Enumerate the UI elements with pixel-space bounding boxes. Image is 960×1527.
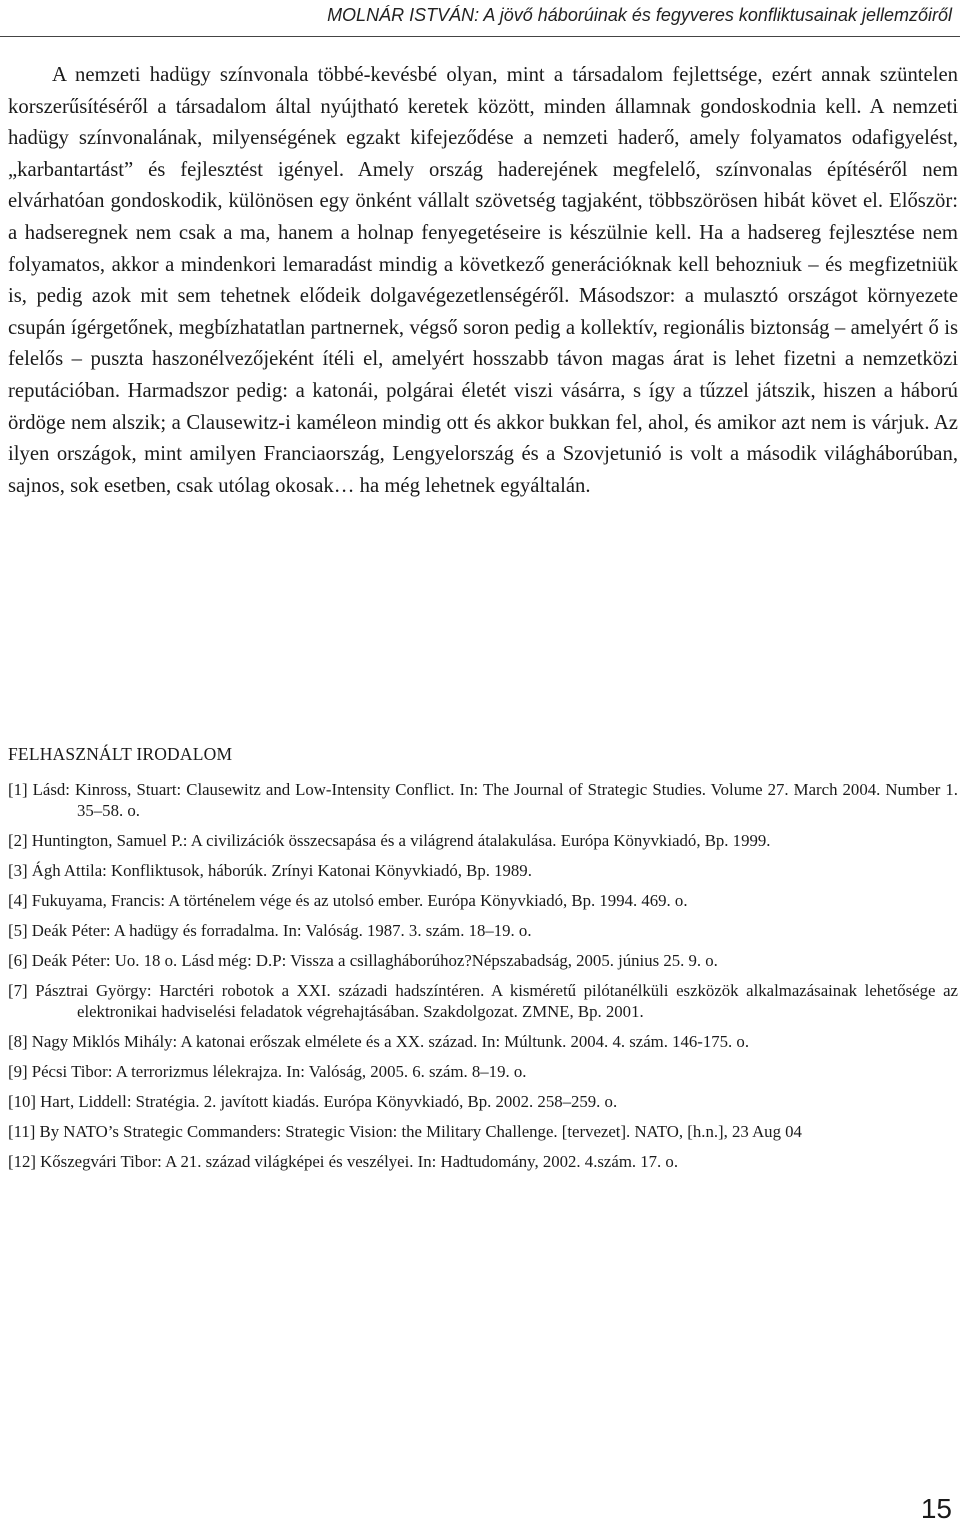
reference-item: [6] Deák Péter: Uo. 18 o. Lásd még: D.P: Vissza a csillagháborúhoz?Népszabadság, 2005. június 25. 9. o.	[8, 950, 718, 970]
references-heading: FELHASZNÁLT IRODALOM	[8, 744, 233, 764]
reference-item: [11] By NATO’s Strategic Commanders: Strategic Vision: the Military Challenge. [tervezet]. NATO, [h.n.], 23 Aug 04	[8, 1121, 802, 1141]
reference-item: [4] Fukuyama, Francis: A történelem vége és az utolsó ember. Európa Könyvkiadó, Bp. 1994. 469. o.	[8, 890, 688, 910]
reference-item: [12] Kőszegvári Tibor: A 21. század világképei és veszélyei. In: Hadtudomány, 2002. 4.szám. 17. o.	[8, 1152, 679, 1172]
reference-item: [1] Lásd: Kinross, Stuart: Clausewitz and Low-Intensity Conflict. In: The Journal of Strategic Studies. Volume 27. March 2004. Number 1. 35–58. o.	[8, 780, 958, 820]
reference-item: [9] Pécsi Tibor: A terrorizmus lélekrajza. In: Valóság, 2005. 6. szám. 8–19. o.	[8, 1061, 527, 1081]
reference-item: [3] Ágh Attila: Konfliktusok, háborúk. Zrínyi Katonai Könyvkiadó, Bp. 1989.	[8, 860, 532, 880]
reference-item: [5] Deák Péter: A hadügy és forradalma. In: Valóság. 1987. 3. szám. 18–19. o.	[8, 920, 532, 940]
running-header: MOLNÁR ISTVÁN: A jövő háborúinak és fegyveres konfliktusainak jellemzőiről	[327, 5, 952, 25]
header-divider	[0, 36, 960, 37]
page-number: 15	[920, 1493, 952, 1524]
reference-item: [2] Huntington, Samuel P.: A civilizációk összecsapása és a világrend átalakulása. Európa Könyvkiadó, Bp. 1999.	[8, 830, 771, 850]
references-list	[8, 780, 958, 1182]
reference-item: [7] Pásztrai György: Harctéri robotok a XXI. századi hadszíntéren. A kisméretű pilótanélküli eszközök alkalmazásainak lehetősége az elektronikai hadviselési feladatok végrehajtásában. Szakdolgozat. ZMNE, Bp. 2001.	[8, 981, 958, 1021]
body-paragraph: A nemzeti hadügy színvonala többé-kevésbé olyan, mint a társadalom fejlettsége, ezért annak szüntelen korszerűsítéséről a társadalom által nyújtható keretek között, minden államnak gondoskodnia kell. A nemzeti hadügy színvonalának, milyenségének egzakt kifejeződése a nemzeti haderő, amely folyamatos odafigyelést, „karbantartást” és fejlesztést igényel. Amely ország haderejének megfelelő, színvonalas építéséről nem elvárhatóan gondoskodik, különösen egy önként vállalt szövetség tagjaként, többszörösen hibát követ el. Először: a hadseregnek nem csak a ma, hanem a holnap fenyegetéseire is készülnie kell. Ha a hadsereg fejlesztése nem folyamatos, akkor a mindenkori lemaradást mindig a következő generációknak kell behozniuk – és megfizetniük is, pedig azok mit sem tehetnek elődeik dolgavégezetlenségéről. Másodszor: a mulasztó országot környezete csupán ígérgetőnek, megbízhatatlan partnernek, végső soron pedig a kollektív, regionális biztonság – amelyért ő is felelős – puszta haszonélvezőjeként ítéli el, amelyért hosszabb távon magas árat is lehet fizetni a nemzetközi reputációban. Harmadszor pedig: a katonái, polgárai életét viszi vásárra, s így a tűzzel játszik, hiszen a háború ördöge nem alszik; a Clausewitz-i kaméleon mindig ott és akkor bukkan fel, ahol, és amikor azt nem is várjuk. Az ilyen országok, mint amilyen Franciaország, Lengyelország és a Szovjetunió is volt a második világháborúban, sajnos, sok esetben, csak utólag okosak… ha még lehetnek egyáltalán.	[8, 64, 958, 497]
reference-item: [8] Nagy Miklós Mihály: A katonai erőszak elmélete és a XX. század. In: Múltunk. 2004. 4. szám. 146-175. o.	[8, 1031, 750, 1051]
reference-item: [10] Hart, Liddell: Stratégia. 2. javított kiadás. Európa Könyvkiadó, Bp. 2002. 258–259. o.	[8, 1091, 618, 1111]
